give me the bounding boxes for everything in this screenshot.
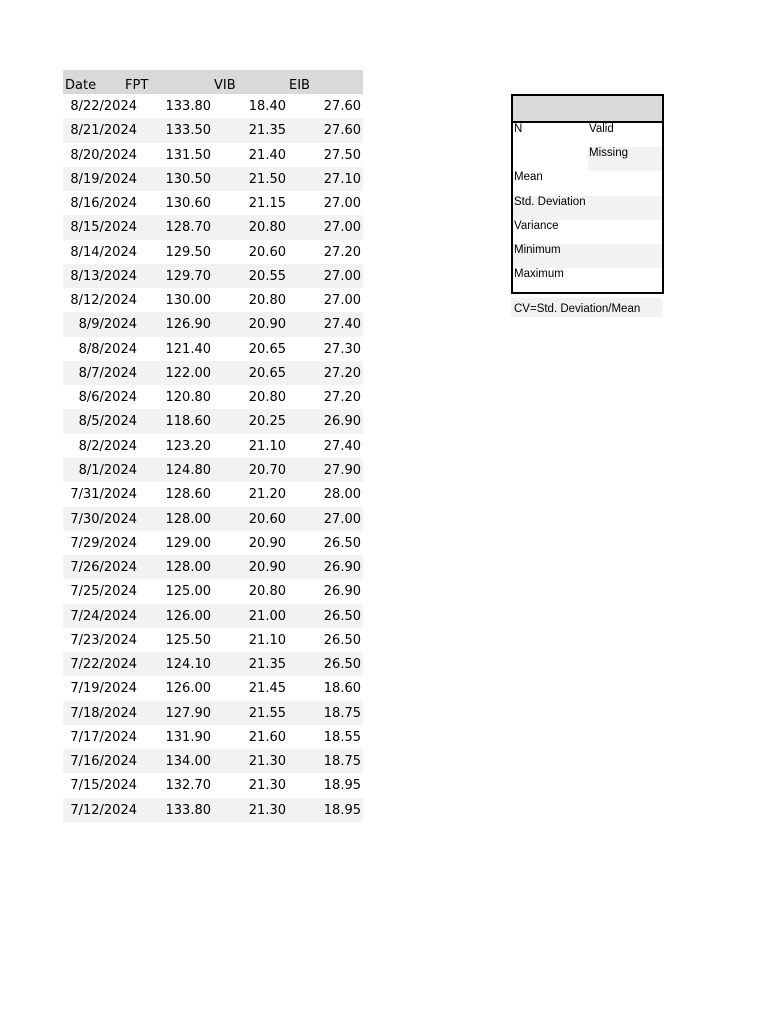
cell-eib: 27.90: [323, 462, 361, 478]
cell-eib: 26.50: [323, 657, 361, 673]
cell-eib: 27.00: [323, 196, 361, 212]
cell-date: 8/2/2024: [78, 438, 137, 454]
header-eib: EIB: [289, 78, 310, 93]
table-row: [63, 94, 363, 118]
table-row: [63, 482, 363, 506]
cell-vib: 21.40: [248, 147, 286, 163]
cell-eib: 26.90: [323, 560, 361, 576]
table-row: [63, 361, 363, 385]
table-row: [63, 409, 363, 433]
stats-label: Mean: [514, 171, 543, 184]
cell-date: 8/7/2024: [78, 365, 137, 381]
header-fpt: FPT: [125, 78, 149, 93]
cell-vib: 20.60: [248, 244, 286, 260]
cell-eib: 27.20: [323, 390, 361, 406]
header-vib: VIB: [214, 78, 236, 93]
cell-fpt: 118.60: [165, 414, 211, 430]
table-body: [63, 94, 363, 822]
cell-date: 7/18/2024: [70, 705, 137, 721]
cell-fpt: 121.40: [165, 341, 211, 357]
cell-date: 7/31/2024: [70, 487, 137, 503]
cell-vib: 21.60: [248, 729, 286, 745]
cell-fpt: 128.00: [165, 560, 211, 576]
cell-date: 7/24/2024: [70, 608, 137, 624]
cell-date: 8/8/2024: [78, 341, 137, 357]
cell-vib: 21.20: [248, 487, 286, 503]
cell-vib: 20.80: [248, 220, 286, 236]
stats-row: [513, 268, 662, 292]
stats-body: [513, 123, 662, 292]
cell-date: 8/1/2024: [78, 462, 137, 478]
cell-vib: 21.30: [248, 802, 286, 818]
table-row: [63, 288, 363, 312]
cell-date: 8/9/2024: [78, 317, 137, 333]
cell-vib: 20.80: [248, 390, 286, 406]
cell-eib: 26.50: [323, 535, 361, 551]
table-row: [63, 798, 363, 822]
cell-date: 8/16/2024: [70, 196, 137, 212]
cell-fpt: 129.00: [165, 535, 211, 551]
cell-date: 8/22/2024: [70, 99, 137, 114]
cell-date: 8/5/2024: [78, 414, 137, 430]
cell-fpt: 126.00: [165, 681, 211, 697]
cell-eib: 27.00: [323, 268, 361, 284]
price-table: [63, 70, 363, 822]
cell-fpt: 130.50: [165, 171, 211, 187]
cell-fpt: 133.80: [165, 99, 211, 114]
cell-date: 7/12/2024: [70, 802, 137, 818]
cell-fpt: 133.80: [165, 802, 211, 818]
cv-note-text: CV=Std. Deviation/Mean: [514, 303, 641, 315]
cell-vib: 20.80: [248, 584, 286, 600]
cell-vib: 21.30: [248, 754, 286, 770]
cell-fpt: 120.80: [165, 390, 211, 406]
table-row: [63, 264, 363, 288]
stats-sublabel: Missing: [589, 147, 628, 160]
stats-label: Std. Deviation: [514, 195, 586, 208]
cell-eib: 27.30: [323, 341, 361, 357]
cell-fpt: 132.70: [165, 778, 211, 794]
table-row: [63, 652, 363, 676]
table-row: [63, 215, 363, 239]
stats-row: [513, 220, 662, 244]
cell-eib: 18.75: [323, 754, 361, 770]
table-row: [63, 458, 363, 482]
cell-vib: 20.90: [248, 317, 286, 333]
table-row: [63, 118, 363, 142]
table-row: [63, 604, 363, 628]
cell-fpt: 124.10: [165, 657, 211, 673]
cell-fpt: 124.80: [165, 462, 211, 478]
table-row: [63, 725, 363, 749]
cell-date: 7/25/2024: [70, 584, 137, 600]
cell-vib: 21.10: [248, 438, 286, 454]
table-row: [63, 507, 363, 531]
cell-fpt: 131.50: [165, 147, 211, 163]
cell-eib: 27.20: [323, 365, 361, 381]
cell-date: 7/30/2024: [70, 511, 137, 527]
cell-fpt: 125.00: [165, 584, 211, 600]
stats-sublabel: Valid: [589, 123, 614, 135]
table-row: [63, 773, 363, 797]
cell-fpt: 125.50: [165, 632, 211, 648]
cell-eib: 26.90: [323, 584, 361, 600]
cell-vib: 20.70: [248, 462, 286, 478]
stats-row: [513, 147, 662, 171]
cell-vib: 21.00: [248, 608, 286, 624]
cell-date: 7/22/2024: [70, 657, 137, 673]
cell-vib: 20.90: [248, 560, 286, 576]
cell-fpt: 129.50: [165, 244, 211, 260]
cell-date: 7/17/2024: [70, 729, 137, 745]
table-row: [63, 579, 363, 603]
table-row: [63, 701, 363, 725]
cell-date: 8/6/2024: [78, 390, 137, 406]
cell-date: 7/19/2024: [70, 681, 137, 697]
table-row: [63, 240, 363, 264]
stats-row: [513, 196, 662, 220]
cell-vib: 21.50: [248, 171, 286, 187]
cell-date: 7/23/2024: [70, 632, 137, 648]
cell-vib: 21.55: [248, 705, 286, 721]
cell-fpt: 134.00: [165, 754, 211, 770]
cell-date: 8/21/2024: [70, 123, 137, 139]
cell-eib: 26.90: [323, 414, 361, 430]
cell-date: 7/15/2024: [70, 778, 137, 794]
cell-eib: 27.20: [323, 244, 361, 260]
table-row: [63, 143, 363, 167]
cell-eib: 18.75: [323, 705, 361, 721]
cell-eib: 27.00: [323, 511, 361, 527]
cell-fpt: 123.20: [165, 438, 211, 454]
cell-vib: 21.30: [248, 778, 286, 794]
table-row: [63, 628, 363, 652]
cell-eib: 27.00: [323, 293, 361, 309]
cell-vib: 20.90: [248, 535, 286, 551]
table-row: [63, 337, 363, 361]
cell-eib: 18.55: [323, 729, 361, 745]
stats-row: [513, 244, 662, 268]
cell-vib: 21.35: [248, 657, 286, 673]
cell-eib: 27.50: [323, 147, 361, 163]
cell-fpt: 129.70: [165, 268, 211, 284]
cell-fpt: 128.70: [165, 220, 211, 236]
stats-header: [513, 96, 662, 123]
cell-eib: 27.40: [323, 317, 361, 333]
cell-fpt: 133.50: [165, 123, 211, 139]
cell-date: 8/15/2024: [70, 220, 137, 236]
table-row: [63, 531, 363, 555]
table-row: [63, 676, 363, 700]
cell-vib: 21.35: [248, 123, 286, 139]
cell-eib: 26.50: [323, 608, 361, 624]
cell-fpt: 126.00: [165, 608, 211, 624]
stats-label: Minimum: [514, 243, 561, 256]
stats-label: Maximum: [514, 268, 564, 281]
cell-eib: 28.00: [323, 487, 361, 503]
cell-vib: 21.10: [248, 632, 286, 648]
cell-date: 8/19/2024: [70, 171, 137, 187]
cell-vib: 21.15: [248, 196, 286, 212]
cell-fpt: 128.60: [165, 487, 211, 503]
cell-fpt: 130.60: [165, 196, 211, 212]
cell-eib: 27.60: [323, 123, 361, 139]
cv-note: [511, 298, 662, 317]
cell-fpt: 130.00: [165, 293, 211, 309]
cell-eib: 18.60: [323, 681, 361, 697]
table-row: [63, 191, 363, 215]
cell-fpt: 131.90: [165, 729, 211, 745]
cell-fpt: 122.00: [165, 365, 211, 381]
cell-vib: 20.55: [248, 268, 286, 284]
cell-fpt: 127.90: [165, 705, 211, 721]
cell-eib: 27.60: [323, 99, 361, 114]
cell-vib: 20.65: [248, 365, 286, 381]
cell-eib: 27.00: [323, 220, 361, 236]
cell-date: 7/29/2024: [70, 535, 137, 551]
cell-fpt: 126.90: [165, 317, 211, 333]
cell-eib: 27.40: [323, 438, 361, 454]
cell-eib: 26.50: [323, 632, 361, 648]
cell-eib: 18.95: [323, 802, 361, 818]
cell-fpt: 128.00: [165, 511, 211, 527]
table-header: [63, 70, 363, 94]
cell-vib: 20.60: [248, 511, 286, 527]
cell-vib: 20.65: [248, 341, 286, 357]
cell-vib: 20.25: [248, 414, 286, 430]
cell-date: 7/26/2024: [70, 560, 137, 576]
cell-eib: 27.10: [323, 171, 361, 187]
table-row: [63, 555, 363, 579]
header-date: Date: [65, 78, 97, 93]
cell-vib: 21.45: [248, 681, 286, 697]
cell-eib: 18.95: [323, 778, 361, 794]
descriptive-stats-table: [511, 94, 664, 294]
cell-date: 8/20/2024: [70, 147, 137, 163]
stats-label: Variance: [514, 219, 559, 232]
cell-vib: 18.40: [248, 99, 286, 114]
cell-date: 8/13/2024: [70, 268, 137, 284]
table-row: [63, 312, 363, 336]
table-row: [63, 434, 363, 458]
cell-date: 8/12/2024: [70, 293, 137, 309]
table-row: [63, 749, 363, 773]
table-row: [63, 167, 363, 191]
stats-label: N: [514, 123, 523, 135]
cell-vib: 20.80: [248, 293, 286, 309]
cell-date: 7/16/2024: [70, 754, 137, 770]
stats-row: [513, 123, 662, 147]
table-row: [63, 385, 363, 409]
cell-date: 8/14/2024: [70, 244, 137, 260]
stats-row: [513, 171, 662, 195]
